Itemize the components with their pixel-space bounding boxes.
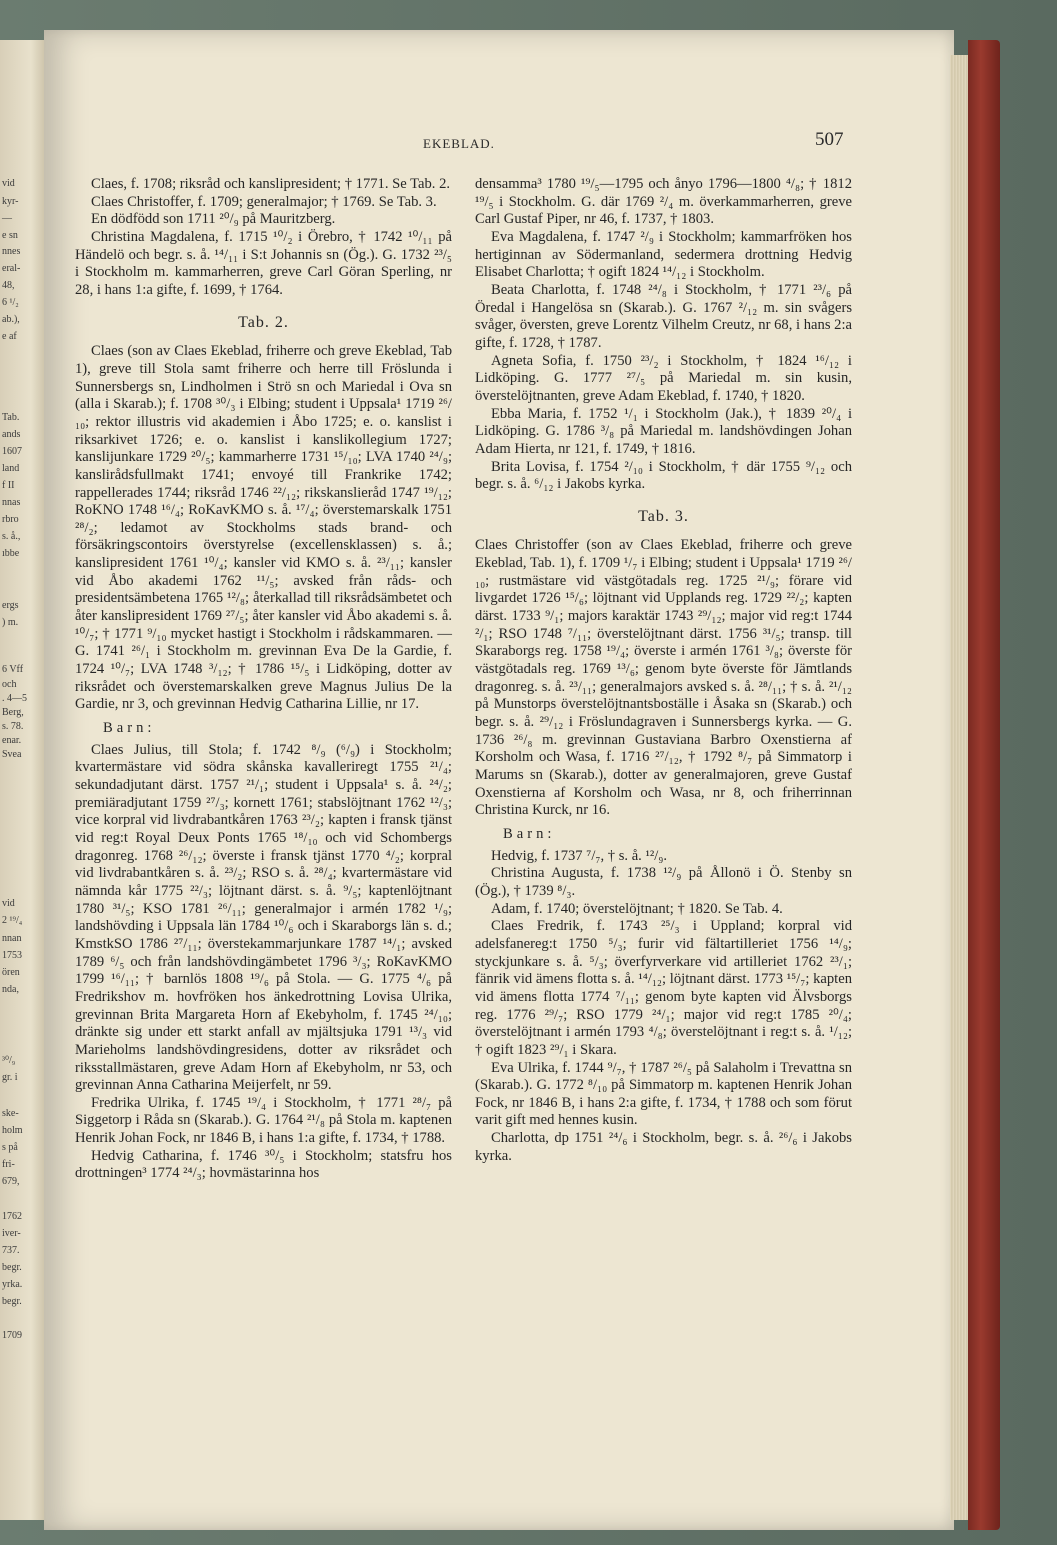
margin-fragment: 2 ¹⁹/₄ (2, 915, 23, 926)
entry-paragraph: En dödfödd son 1711 ²⁰/₉ på Mauritzberg. (91, 211, 336, 228)
margin-fragment: — (2, 213, 12, 224)
entry-paragraph: Fredrika Ulrika, f. 1745 ¹⁹/₄ i Stockholm, † 1771 ²⁸/₇ på Siggetorp i Råda sn (Skarab.). G. 1764 ²¹/₈ på Stola m. kaptenen Henrik Johan Fock, nr 1846 B, i hans 1:a gifte, f. 1734, † 1788. (75, 1094, 452, 1147)
margin-fragment: eral- (2, 263, 21, 274)
entry-paragraph: Claes Christoffer, f. 1709; generalmajor; † 1769. Se Tab. 3. (91, 193, 437, 210)
margin-fragment: nnas (2, 497, 21, 508)
margin-fragment: 679, (2, 1176, 20, 1187)
entry-paragraph: Eva Magdalena, f. 1747 ²/₉ i Stockholm; kammarfröken hos hertiginnan av Södermanland, sedermera drottning Hedvig Elisabet Charlotta; † ogift 1824 ¹⁴/₁₂ i Stockholm. (475, 228, 852, 281)
table-heading: Tab. 2. (238, 313, 289, 331)
left-page-edge (0, 40, 44, 1520)
margin-fragment: land (2, 463, 20, 474)
entry-paragraph: Ebba Maria, f. 1752 ¹/₁ i Stockholm (Jak.), † 1839 ²⁰/₄ i Lidköping. G. 1786 ³/₈ på Mariedal m. landshövdingen Johan Adam Hierta, nr 121, f. 1749, † 1816. (475, 405, 852, 457)
margin-fragment: ) m. (2, 617, 19, 628)
children-label: Barn: (503, 825, 556, 842)
margin-fragment: ske- (2, 1108, 19, 1119)
left-column (75, 176, 452, 1183)
margin-fragment: vid (2, 178, 15, 189)
margin-fragment: . 4—5 (2, 693, 27, 704)
entry-paragraph: Charlotta, dp 1751 ²⁴/₆ i Stockholm, begr. s. å. ²⁶/₆ i Jakobs kyrka. (475, 1130, 852, 1164)
margin-fragment: ands (2, 429, 21, 440)
entry-paragraph: Christina Magdalena, f. 1715 ¹⁰/₂ i Örebro, † 1742 ¹⁰/₁₁ på Händelö och begr. s. å. ¹⁴/₁₁ i S:t Johannis sn (Ög.). G. 1732 ²³/₅ i Stockholm m. kammarherren, greve Carl Göran Sperling, nr 28, i hans 1:a gifte, f. 1699, † 1764. (75, 228, 452, 298)
margin-fragment: begr. (2, 1296, 22, 1307)
table-heading: Tab. 3. (638, 507, 689, 525)
entry-paragraph: Beata Charlotta, f. 1748 ²⁴/₈ i Stockholm, † 1771 ²³/₆ på Öredal i Hangelösa sn (Skarab.). G. 1767 ²/₁₂ m. sin svågers svåger, översten, greve Lorentz Vilhelm Creutz, nr 68, i hans 2:a gifte, f. 1728, † 1787. (475, 281, 852, 351)
margin-fragment: holm (2, 1125, 23, 1136)
entry-paragraph: Claes, f. 1708; riksråd och kanslipresident; † 1771. Se Tab. 2. (91, 176, 451, 192)
book-cover-spine (968, 40, 1000, 1530)
margin-fragment: vid (2, 898, 15, 909)
entry-paragraph: Claes Fredrik, f. 1743 ²⁵/₃ i Uppland; korpral vid adelsfanereg:t 1750 ⁵/₃; furir vid fältartilleriet 1756 ¹⁴/₉; styckjunkare s. å. ⁵/₃; överfyrverkare vid artilleriet 1762 ²³/₁; fänrik vid ämens flotta s. å. ¹⁴/₁₂; löjtnant därst. 1773 ¹⁵/₇; kapten vid ämens flotta 1774 ⁷/₁₁; genom byte kapten vid Älvsborgs reg. 1776 ²⁹/₇; RSO 1779 ²⁴/₁; major vid reg:t 1785 ²⁰/₄; överstelöjtnant i armén 1793 ⁴/₈; överstelöjtnant i reg:t s. å. ¹/₁₂; † ogift 1823 ²⁹/₁ i Skara. (475, 918, 852, 1058)
margin-fragment: yrka. (2, 1279, 23, 1290)
margin-fragment: ab.), (2, 314, 20, 325)
margin-fragment: Svea (2, 749, 22, 760)
margin-fragment: e af (2, 331, 17, 342)
margin-fragment: nnes (2, 246, 21, 257)
margin-fragment: Tab. (2, 412, 20, 423)
margin-fragment: 48, (2, 280, 15, 291)
entry-paragraph: Hedvig, f. 1737 ⁷/₇, † s. å. ¹²/₉. (491, 847, 668, 864)
entry-paragraph: Adam, f. 1740; överstelöjtnant; † 1820. Se Tab. 4. (491, 900, 783, 917)
margin-fragment: ergs (2, 600, 19, 611)
margin-fragment: nda, (2, 984, 19, 995)
margin-fragment: iver- (2, 1228, 21, 1239)
margin-fragment: s. å., (2, 531, 21, 542)
margin-fragment: ³⁰/₉ (2, 1055, 16, 1066)
entry-paragraph: Claes Christoffer (son av Claes Ekeblad, friherre och greve Ekeblad, Tab. 1), f. 1709 ¹/₇ i Elbing; student i Uppsala¹ 1719 ²⁶/₁₀; rustmästare vid västgötadals reg. 1725 ²¹/₉; förare vid livgardet 1726 ¹⁵/₆; löjtnant vid Upplands reg. 1729 ²²/₂; kapten därst. 1733 ⁹/₁; majors karaktär 1743 ²⁹/₁₂; major vid reg:t 1744 ²/₁; RSO 1748 ⁷/₁₁; överstelöjtnant därst. 1756 ³¹/₅; transp. till Skaraborgs reg. 1758 ¹⁹/₄; överste i armén 1761 ³/₈; överste för västgötadals reg. 1769 ¹³/₆; genom byte överste för Jämtlands dragonreg. s. å. ²³/₁₁; generalmajors avsked s. å. ²⁸/₁₁; † s. å. ²¹/₁₂ på Munstorps överstelöjtnantsboställe i Åsaka sn (Skarab.) och begr. s. å. ²⁹/₁₂ i Fröslundagraven i Sunnersbergs kyrka. — G. 1736 ²⁶/₈ m. grevinnan Gustaviana Barbro Oxenstierna af Korsholm och Wasa, f. 1716 ²⁷/₁₂, † 1792 ⁸/₇ på Simmatorp i Marums sn (Skarab.), dotter av generalmajoren, greve Gustaf Oxenstierna af Korsholm och Wasa, nr 8, och friherrinnan Christina Kurck, nr 16. (475, 537, 852, 819)
margin-fragment: begr. (2, 1262, 22, 1273)
margin-fragment: f II (2, 480, 15, 491)
margin-fragment: s på (2, 1142, 18, 1153)
margin-fragment: enar. (2, 735, 22, 746)
margin-fragment: ıbbe (2, 548, 20, 559)
entry-paragraph: Agneta Sofia, f. 1750 ²³/₂ i Stockholm, † 1824 ¹⁶/₁₂ i Lidköping. G. 1777 ²⁷/₅ på Mariedal m. sin kusin, överstelöjtnanten, greve Adam Ekeblad, f. 1740, † 1820. (475, 352, 852, 404)
margin-fragment: 1762 (2, 1211, 22, 1222)
margin-fragment: rbro (2, 514, 19, 525)
margin-fragment: fri- (2, 1159, 15, 1170)
page-number: 507 (815, 129, 844, 150)
margin-fragment: nnan (2, 933, 22, 944)
entry-paragraph: densamma³ 1780 ¹⁹/₅—1795 och ånyo 1796—1800 ⁴/₈; † 1812 ¹⁹/₅ i Stockholm. G. där 1769 ²/₄ m. överkammarherren, greve Carl Gustaf Piper, nr 46, f. 1737, † 1803. (475, 176, 852, 228)
margin-fragment: 6 ¹/₂ (2, 297, 19, 308)
margin-fragment: 1753 (2, 950, 22, 961)
margin-fragment: 1709 (2, 1330, 22, 1341)
margin-fragment: och (2, 679, 17, 690)
entry-paragraph: Christina Augusta, f. 1738 ¹²/₉ på Ållonö i Ö. Stenby sn (Ög.), † 1739 ⁸/₃. (475, 865, 852, 899)
entry-paragraph: Claes Julius, till Stola; f. 1742 ⁸/₉ (⁶/₉) i Stockholm; kvartermästare vid södra skånska kavalleriregt 1755 ²¹/₄; sekundadjutant därst. 1757 ²¹/₁; student i Uppsala¹ s. å. ²⁴/₂; premiäradjutant 1759 ²⁷/₃; kornett 1761; stabslöjtnant 1762 ¹²/₃; vice korpral vid livdrabantkåren 1763 ²³/₂; kapten i fransk tjänst vid reg:t Royal Deux Ponts 1765 ¹⁸/₁₀ och vid Schombergs dragonreg. 1768 ²⁶/₁₂; överste i fransk tjänst 1770 ⁴/₂; korpral vid livdrabantkåren s. å. ²³/₂; RSO s. å. ²⁸/₄; kvartermästare vid nämnda kår 1775 ²²/₃; löjtnant därst. s. å. ⁹/₅; kaptenlöjtnant 1780 ³¹/₅; KSO 1781 ²⁶/₁₁; generalmajor i armén 1782 ¹/₉; landshövding i Uppsala län 1784 ¹⁰/₆ och i Skaraborgs län s. d.; KmstkSO 1786 ²⁷/₁₁; överstekammarjunkare 1787 ¹⁴/₁; avsked 1789 ⁶/₅ och från landshövdingämbetet 1796 ³/₃; RoKavKMO 1799 ¹⁶/₁₁; † barnlös 1808 ¹⁹/₆ på Stola. — G. 1775 ⁴/₆ på Fredrikshov m. hovfröken hos änkedrottning Lovisa Ulrika, grevinnan Brita Margareta Horn af Ekebyholm, f. 1745 ²⁴/₁₀; dränkte sig under ett starkt anfall av mjältsjuka 1791 ¹³/₃ vid Marieholms landshövdingresidens, dotter av riksrådet och riksstallmästaren, greve Adam Horn af Ekebyholm, nr 53, och grevinnan Anna Catharina Meijerfelt, nr 59. (75, 741, 452, 1094)
margin-fragment: 1607 (2, 446, 22, 457)
entry-paragraph: Brita Lovisa, f. 1754 ²/₁₀ i Stockholm, † där 1755 ⁹/₁₂ och begr. s. å. ⁶/₁₂ i Jakobs kyrka. (475, 458, 852, 493)
margin-fragment: 6 Vff (2, 664, 24, 675)
margin-fragment: ören (2, 967, 20, 978)
entry-paragraph: Hedvig Catharina, f. 1746 ³⁰/₅ i Stockholm; statsfru hos drottningen³ 1774 ²⁴/₃; hovmästarinna hos (75, 1147, 452, 1182)
entry-paragraph: Claes (son av Claes Ekeblad, friherre och greve Ekeblad, Tab 1), greve till Stola samt friherre och herre till Fröslunda i Sunnersbergs sn, Lindholmen i Strö sn och Mariedal i Ova sn (alla i Skarab.); f. 1708 ³⁰/₃ i Elbing; student i Uppsala¹ 1719 ²⁶/₁₀; rektor illustris vid akademien i Åbo 1725; e. o. kanslist i riksarkivet 1726; e. o. kanslist i kanslikollegium 1727; kanslijunkare 1729 ²⁰/₅; kammarherre 1731 ¹⁵/₁₀; LVA 1740 ²⁴/₉; kanslirådsfullmakt 1741; envoyé till Frankrike 1742; rappellerades 1744; riksråd 1746 ²²/₁₂; rikskanslieråd 1747 ¹⁹/₁₂; RoKNO 1748 ¹⁶/₄; RoKavKMO s. å. ¹⁷/₄; överstemarskalk 1751 ²⁸/₂; ledamot av Stockholms stads brand- och försäkringscontoirs överstyrelse (excellensklassen) s. å.; kanslipresident 1761 ¹⁰/₄; kansler vid KMO s. å. ²³/₁₁; kansler vid Åbo akademi 1762 ¹¹/₅; avsked från råds- och presidentsämbetena 1765 ¹²/₈; återkallad till riksrådsämbetet och åter kanslipresident 1769 ²⁷/₅; åter kansler vid Åbo akademi s. å. ¹⁰/₇; † 1771 ⁹/₁₀ mycket hastigt i Stockholm i rådskammaren. — G. 1741 ²⁶/₁ i Stockholm m. grevinnan Eva De la Gardie, f. 1724 ¹⁰/₇; LVA 1748 ³/₁₂; † 1786 ¹⁵/₅ i Lidköping, dotter av riksrådet och överstemarskalken greve Magnus Julius De la Gardie, nr 3, och grevinnan Hedvig Catharina Lillie, nr 17. (75, 343, 452, 713)
running-title: EKEBLAD. (423, 136, 495, 151)
margin-fragment: e sn (2, 230, 18, 241)
right-column (475, 176, 852, 1165)
margin-fragment: Berg, (2, 707, 24, 718)
entry-paragraph: Eva Ulrika, f. 1744 ⁹/₇, † 1787 ²⁶/₅ på Salaholm i Trevattna sn (Skarab.). G. 1772 ⁸/₁₀ på Simmatorp m. kaptenen Henrik Johan Fock, nr 1846 B, i hans 2:a gifte, f. 1734, † 1788 och som förut varit gift med hennes kusin. (475, 1059, 852, 1129)
margin-fragment: s. 78. (2, 721, 24, 732)
margin-fragment: 737. (2, 1245, 20, 1256)
children-label: Barn: (103, 720, 156, 737)
margin-fragment: gr. i (2, 1072, 18, 1083)
margin-fragment: kyr- (2, 196, 19, 207)
